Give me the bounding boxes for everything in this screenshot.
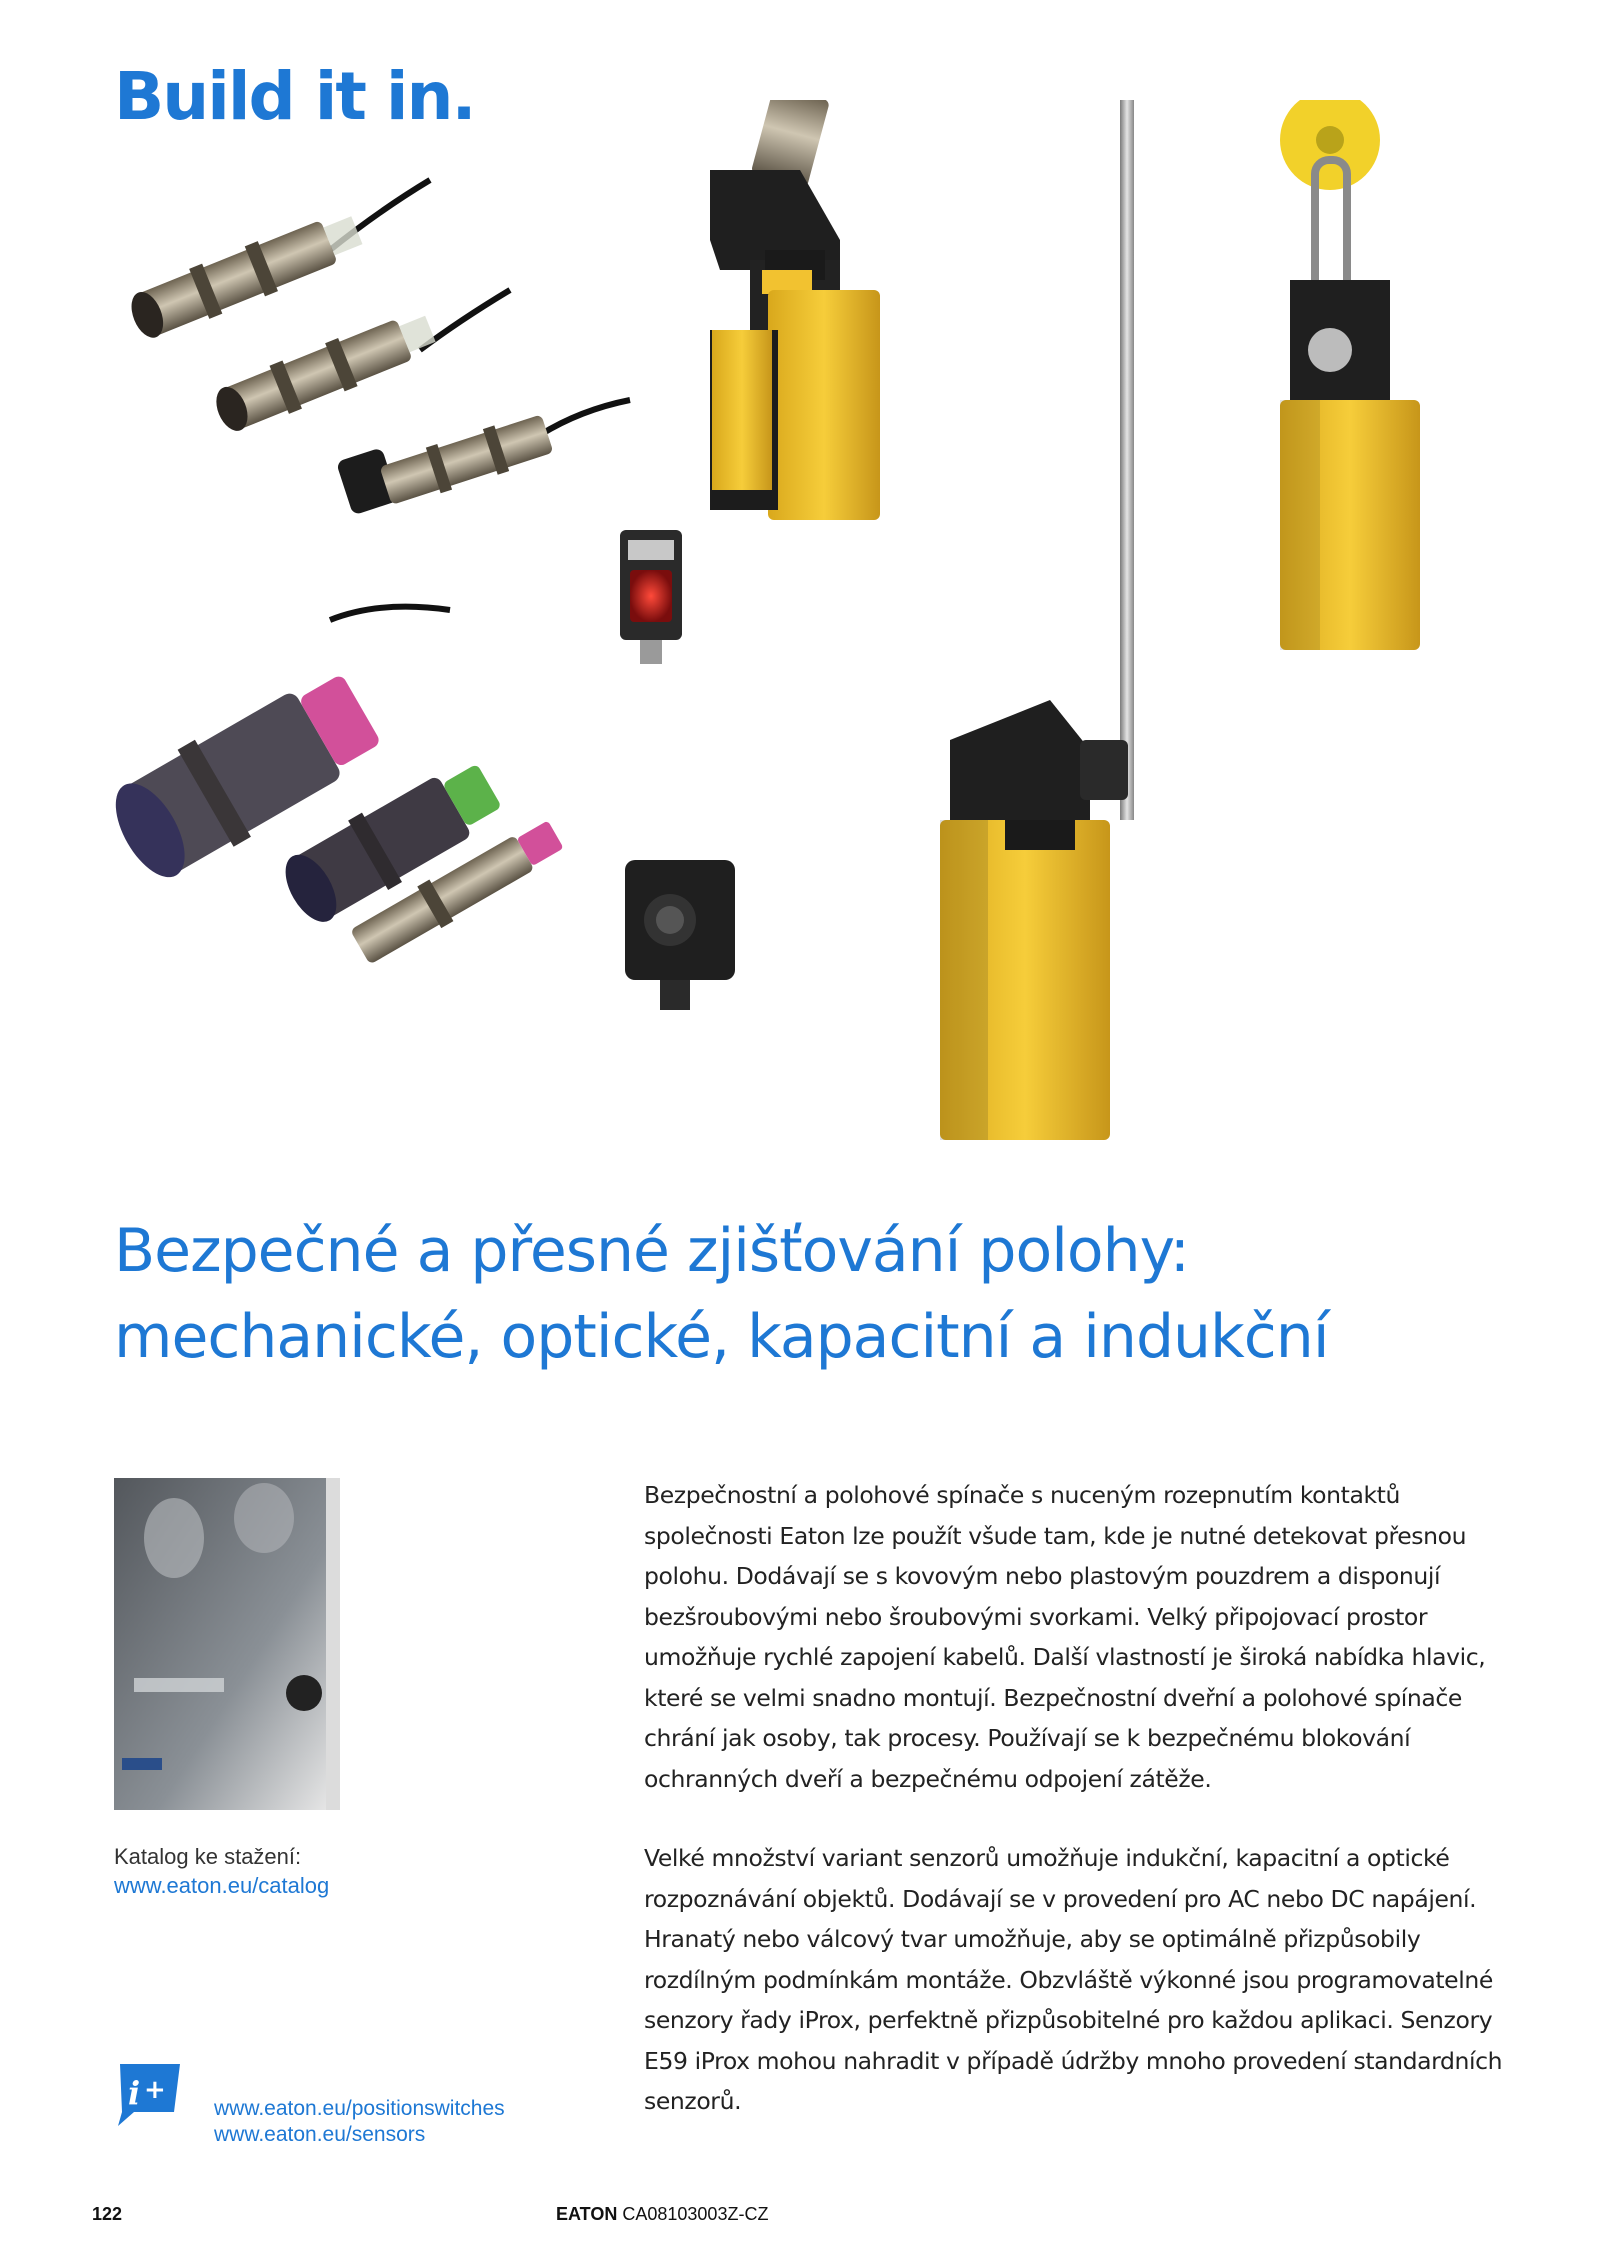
page-number: 122	[92, 2204, 123, 2224]
catalog-cover[interactable]	[114, 1478, 340, 1810]
headline	[114, 1208, 1514, 1380]
footer-code: CA08103003Z-CZ	[622, 2204, 769, 2224]
info-plus-icon	[114, 2062, 184, 2128]
footer-document-code	[556, 2204, 768, 2225]
catalog-label: Katalog ke stažení:	[114, 1844, 302, 1869]
rod-lever-switch-icon	[940, 100, 1134, 1140]
body-paragraph-sensors: Velké množství variant senzorů umožňuje indukční, kapacitní a optické rozpoznávání objektů. Dodávají se v provedení pro AC nebo DC napájení. Hranatý nebo válcový tvar umožňuje, aby se optimálně přizpůsobily rozdílným podmínkám montáže. Obzvláště výkonné jsou programovatelné senzory řady iProx, perfektně přizpůsobitelné pro každou aplikaci. Senzory E59 iProx mohou nahradit v případě údržby mnoho provedení standardních senzorů.	[644, 1844, 1503, 2115]
square-photoelectric-sensor-icon	[625, 860, 735, 1010]
product-collage	[100, 100, 1520, 1180]
link-sensors[interactable]: www.eaton.eu/sensors	[214, 2123, 426, 2146]
svg-text:+: +	[144, 2075, 166, 2105]
headline-line-2: mechanické, optické, kapacitní a indukční	[114, 1302, 1329, 1372]
svg-text:i: i	[128, 2074, 141, 2112]
page-title: Build it in.	[114, 58, 475, 135]
eaton-logo-icon	[122, 1758, 162, 1770]
cylindrical-sensor-icon	[124, 180, 630, 521]
footer-brand: EATON	[556, 2204, 618, 2224]
optical-sensor-icon	[620, 530, 682, 664]
iprox-sensor-icon	[100, 607, 568, 968]
link-position-switches[interactable]: www.eaton.eu/positionswitches	[214, 2097, 505, 2120]
catalog-link[interactable]: www.eaton.eu/catalog	[114, 1873, 330, 1898]
resource-links	[214, 2096, 505, 2148]
safety-position-switch-icon	[710, 100, 880, 520]
roller-lever-switch-icon	[1280, 100, 1420, 650]
body-paragraph-switches: Bezpečnostní a polohové spínače s nuceným rozepnutím kontaktů společnosti Eaton lze použít všude tam, kde je nutné detekovat přesnou polohu. Dodávají se s kovovým nebo plastovým pouzdrem a disponují bezšroubovými nebo šroubovými svorkami. Velký připojovací prostor umožňuje rychlé zapojení kabelů. Další vlastností je široká nabídka hlavic, které se velmi snadno montují. Bezpečnostní dveřní a polohové spínače chrání jak osoby, tak procesy. Používají se k bezpečnému blokování ochranných dveří a bezpečnému odpojení zátěže.	[644, 1481, 1486, 1793]
headline-line-1: Bezpečné a přesné zjišťování polohy:	[114, 1216, 1189, 1286]
